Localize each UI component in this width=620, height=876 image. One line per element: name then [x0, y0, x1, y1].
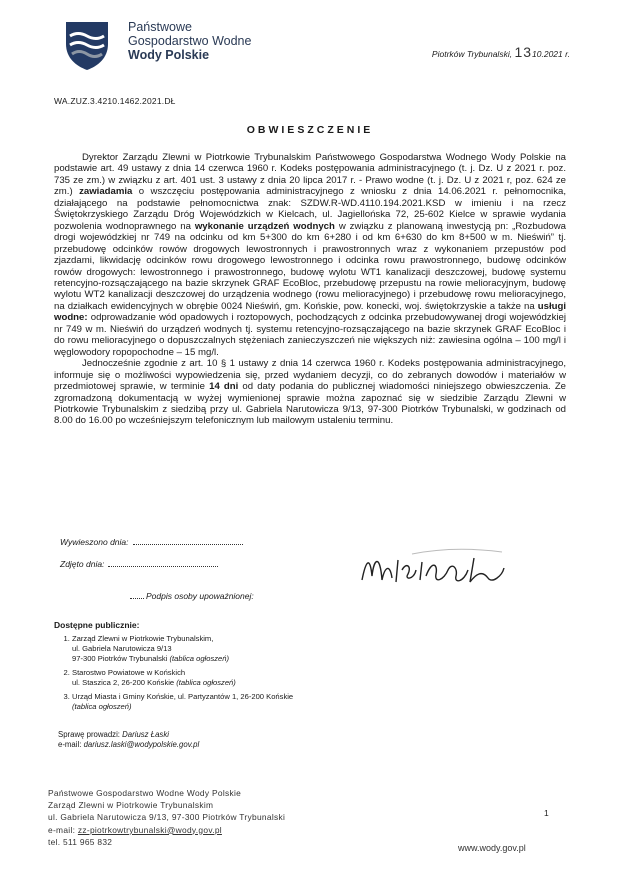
p1-text-c: o wszczęciu postępowania administracyjnego z wniosku z dnia 14.06.2021 r. pełnomocnika, działającego na podstawie pełnomocnictwa znak: SZDW.R-WD.4110.194.2021.KSD w imieniu i na rzecz Świętokrzyskiego Zarządu Dróg Wojewódzkich w Kielcach, ul. Jagiellońska 72, 25-602 Kielce w sprawie wydania pozwolenia wodnoprawnego na — [54, 186, 566, 232]
place: Piotrków Trybunalski, — [431, 49, 513, 59]
document-title: OBWIESZCZENIE — [246, 124, 374, 136]
footer-line: Zarząd Zlewni w Piotrkowie Trybunalskim — [48, 800, 214, 811]
distribution-item — [72, 692, 293, 712]
removed-date-field — [60, 557, 218, 569]
p1-bold-zawiadamia: zawiadamia — [79, 186, 133, 198]
distribution-heading: Dostępne publicznie: — [54, 620, 140, 630]
item-note: (tablica ogłoszeń) — [72, 702, 132, 711]
item-line: ul. Gabriela Narutowicza 9/13 — [72, 644, 172, 653]
org-line-1: Państwowe — [128, 20, 192, 34]
item-note: (tablica ogłoszeń) — [176, 678, 236, 687]
posted-date-field — [60, 535, 243, 547]
posted-label: Wywieszono dnia: — [60, 537, 129, 547]
case-officer-name: Dariusz Łaski — [122, 730, 169, 739]
org-line-3: Wody Polskie — [128, 48, 210, 62]
date-rest: 10.2021 r. — [532, 49, 570, 59]
signature-caption: Podpis osoby upoważnionej: — [146, 591, 254, 601]
p1-text-e: w związku z planowaną inwestycją pn: „Rozbudowa drogi wojewódzkiej nr 749 na odcinku od km 5+300 do km 6+280 i od km 6+630 do km 8+500 w m. Nieświń” tj. przebudowę odcinków rowów drogowych lewostronnych i prawostronnych wraz z wykonaniem przepustów pod zjazdami, likwidację odcinków rowu drogowego lewostronnego i odcinka rowu prawostronnego, budowę odcinków rowów drogowych: lewostronnego i prawostronnego, budowę wylotu WT1 kanalizacji deszczowej, budowę systemu retencyjno-rozsączającego na bazie skrzynek GRAF EcoBloc, przebudowę przepustu na rowie melioracyjnym, budowę wylotu WT2 kanalizacji deszczowej do urządzenia wodnego (rowu melioracyjnego) i przebudowę rowu melioracyjnego, na działkach ewidencyjnych w obrębie 0024 Nieświń, gm. Końskie, pow. konecki, woj. świętokrzyskie a także na — [54, 220, 567, 312]
paragraph-2 — [54, 358, 566, 427]
removed-dotted-line — [108, 557, 218, 567]
p2-text-c: od daty podania do publicznej wiadomości niniejszego obwieszczenia. Ze zgromadzoną dokumentacją w wyżej wymienionej sprawie można zapoznać się w siedzibie Zarządu Zlewni w Piotrkowie Trybunalskim z siedzibą przy ul. Gabriela Narutowicza 9/13, 97-300 Piotrków Trybunalski, w godzinach od 8.00 do 16.00 po wcześniejszym telefonicznym lub mailowym ustaleniu terminu. — [54, 381, 567, 427]
case-officer-line — [58, 730, 199, 740]
footer-email-label: e-mail: — [48, 824, 76, 835]
p1-bold-urzadzenia: wykonanie urządzeń wodnych — [194, 220, 335, 232]
case-officer — [58, 730, 199, 750]
case-officer-label: Sprawę prowadzi: — [58, 730, 120, 739]
item-line: 3. Urząd Miasta i Gminy Końskie, ul. Partyzantów 1, 26-200 Końskie — [72, 692, 294, 701]
item-line: 2. Starostwo Powiatowe w Końskich — [72, 668, 186, 677]
posted-dotted-line — [133, 535, 243, 545]
website-link[interactable]: www.wody.gov.pl — [458, 843, 526, 853]
wody-polskie-logo-icon — [60, 18, 114, 72]
footer-email-link[interactable]: zz-piotrkowtrybunalski@wody.gov.pl — [77, 824, 222, 835]
case-officer-email-line — [58, 740, 199, 750]
email-label: e-mail: — [58, 740, 82, 749]
footer-address — [48, 787, 285, 848]
footer-phone: tel. 511 965 832 — [48, 836, 113, 847]
reference-number: WA.ZUZ.3.4210.1462.2021.DŁ — [54, 96, 176, 106]
document-body — [54, 152, 566, 427]
case-officer-email[interactable]: dariusz.laski@wodypolskie.gov.pl — [83, 740, 200, 749]
org-logo-text — [128, 20, 251, 62]
distribution-list — [58, 634, 293, 716]
p1-bold-uslugi: usługi wodne: — [54, 300, 567, 324]
org-line-2: Gospodarstwo Wodne — [128, 34, 252, 48]
footer-line: Państwowe Gospodarstwo Wodne Wody Polskie — [48, 788, 242, 798]
footer-email-line — [48, 824, 285, 836]
item-line: 1. Zarząd Zlewni w Piotrkowie Trybunalskim, — [72, 634, 214, 643]
place-date — [432, 44, 570, 60]
item-text: 97-300 Piotrków Trybunalski — [72, 654, 168, 663]
handwritten-signature — [352, 540, 562, 610]
distribution-item — [72, 668, 293, 688]
removed-label: Zdjęto dnia: — [60, 559, 105, 569]
p1-text-a: Dyrektor Zarządu Zlewni w Piotrkowie Trybunalskim Państwowego Gospodarstwa Wodnego Wody Polskie na podstawie art. 49 ustawy z dnia 14 czerwca 1960 r. Kodeks postępowania administracyjnego (t. j. Dz. U z 2021 r. poz. 735 ze zm.) w związku z art. 401 ust. 3 ustawy z dnia 20 lipca 2017 r. - Prawo wodne (t. j. Dz. U z 2021 r, poz. 624 ze zm.) — [54, 152, 566, 198]
signature-caption-field — [130, 589, 254, 601]
footer-line: ul. Gabriela Narutowicza 9/13, 97-300 Piotrków Trybunalski — [48, 812, 286, 823]
item-line — [72, 678, 293, 688]
item-line — [72, 654, 293, 664]
p2-bold-14-dni: 14 dni — [209, 381, 239, 393]
page-number: 1 — [544, 808, 549, 818]
item-note: (tablica ogłoszeń) — [169, 654, 230, 663]
day-handwritten: 13 — [514, 44, 533, 60]
distribution-item — [72, 634, 293, 664]
paragraph-1 — [54, 152, 566, 358]
p1-text-g: odprowadzanie wód opadowych i roztopowych, pochodzących z odcinka przebudowywanej drogi wojewódzkiej nr 749 w m. Nieświń do urządzeń wodnych tj. systemu retencyjno-rozsączającego na bazie skrzynek GRAF EcoBloc i do rowu melioracyjnego o dopuszczalnych stężeniach zanieczyszczeń nie większych niż: zawiesina ogólna – 100 mg/l i węglowodory ropopochodne – 15 mg/l. — [54, 312, 566, 358]
p2-text-a: Jednocześnie zgodnie z art. 10 § 1 ustawy z dnia 14 czerwca 1960 r. Kodeks postępowania administracyjnego, informuje się o możliwości wypowiedzenia się, przed wydaniem decyzji, co do zebranych dowodów i materiałów w przedmiotowej sprawie, w terminie — [54, 358, 566, 393]
item-text: ul. Staszica 2, 26-200 Końskie — [72, 678, 175, 687]
signature-dotted-line — [130, 589, 144, 599]
